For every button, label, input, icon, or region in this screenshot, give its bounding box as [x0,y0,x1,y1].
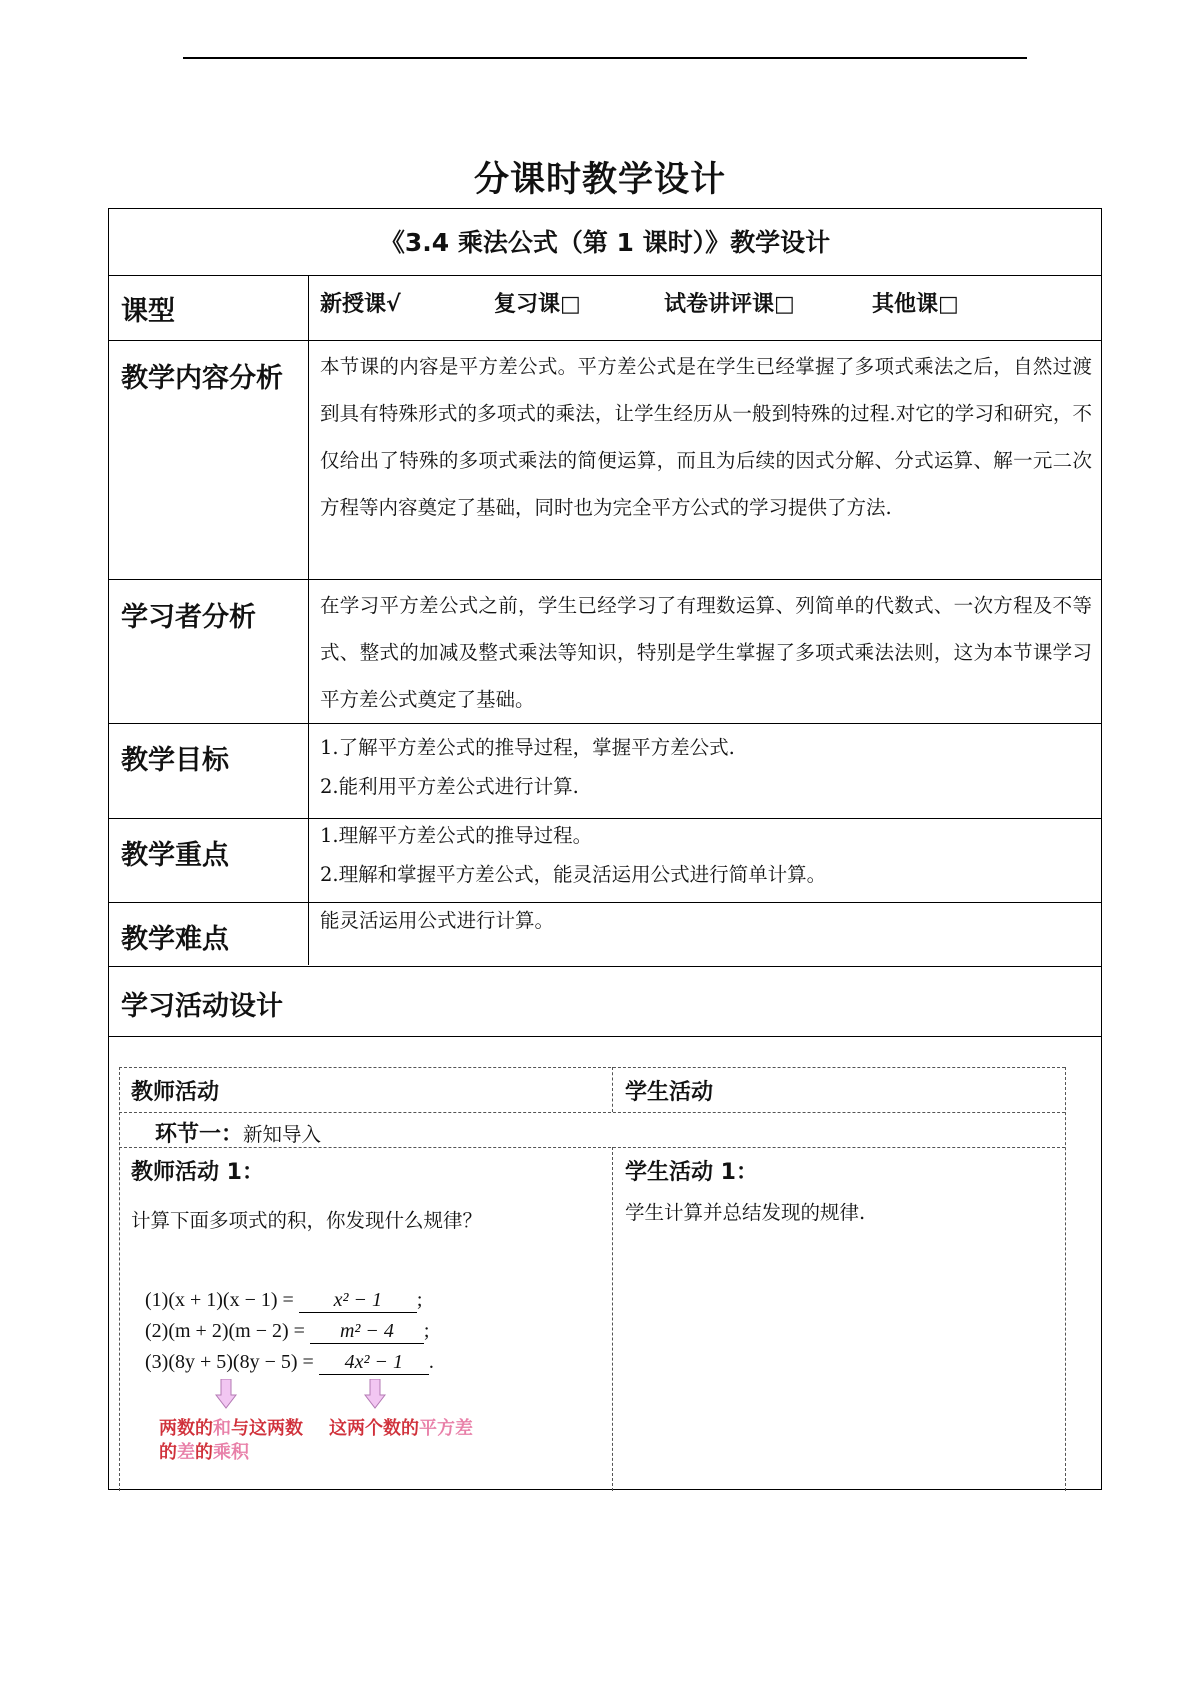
note-highlight: 平方差 [419,1418,473,1439]
option-other-lesson: 其他课□ [872,292,959,317]
key-point-item: 2.理解和掌握平方差公式，能灵活运用公式进行简单计算。 [320,863,827,886]
student-activity-text: 学生计算并总结发现的规律. [625,1201,866,1224]
note-text: 的 [195,1442,213,1463]
teacher-activity-header: 教师活动 [131,1080,220,1105]
row-divider [109,340,1101,341]
activity-table [119,1067,1065,1491]
equation-3 [145,1351,434,1375]
equation-lhs: (2)(m + 2)(m − 2) = [145,1320,305,1342]
objective-item: 2.能利用平方差公式进行计算. [320,775,579,798]
note-text: 的 [159,1442,177,1463]
row-divider [109,966,1101,967]
content-analysis-label: 教学内容分析 [121,363,283,394]
equation-1 [145,1289,422,1313]
student-activity-1-title: 学生活动 1： [625,1160,758,1185]
equation-end: . [428,1351,434,1373]
row-divider [109,275,1101,276]
key-points-label: 教学重点 [121,840,229,871]
row-divider [109,723,1101,724]
key-point-item: 1.理解平方差公式的推导过程。 [320,824,593,847]
note-highlight: 和 [213,1418,231,1439]
dashed-border [612,1147,613,1491]
difficulties-text: 能灵活运用公式进行计算。 [320,909,555,932]
dashed-border [119,1067,120,1491]
column-divider [308,275,309,965]
equation-2 [145,1320,429,1344]
note-text: 两数的 [159,1418,213,1439]
equation-answer: m² − 4 [310,1320,424,1344]
row-divider [109,579,1101,580]
arrow-down-icon [215,1379,237,1409]
option-review-lesson: 复习课□ [494,292,581,317]
option-new-lesson: 新授课√ [320,292,401,317]
activity-design-label: 学习活动设计 [121,991,283,1022]
stage-name: 新知导入 [243,1123,322,1146]
option-test-review-lesson: 试卷讲评课□ [664,292,795,317]
objectives-label: 教学目标 [121,745,229,776]
teacher-activity-1-title: 教师活动 1： [131,1160,264,1185]
lesson-type-label: 课型 [121,296,175,327]
note-text: 这两个数的 [329,1418,419,1439]
equation-end: ; [416,1289,423,1311]
learner-analysis-text: 在学习平方差公式之前，学生已经学习了有理数运算、列简单的代数式、一次方程及不等式、整式的加减及整式乘法等知识，特别是学生掌握了多项式乘法法则，这为本节课学习平方差公式奠定了基础。 [320,594,1092,711]
teacher-prompt: 计算下面多项式的积，你发现什么规律？ [131,1209,483,1232]
note-highlight: 乘积 [213,1442,249,1463]
objectives-list [320,728,1092,806]
row-divider [109,1036,1101,1037]
equation-answer: 4x² − 1 [319,1351,429,1375]
note-highlight: 差 [177,1442,195,1463]
lesson-subtitle: 《3.4 乘法公式（第 1 课时）》教学设计 [379,228,831,257]
student-activity-header: 学生活动 [625,1080,714,1105]
dashed-border [1065,1067,1066,1491]
dashed-border [612,1067,613,1112]
dashed-border [119,1067,1065,1068]
dashed-border [119,1112,1065,1113]
objective-item: 1.了解平方差公式的推导过程，掌握平方差公式. [320,736,735,759]
difficulties-label: 教学难点 [121,924,229,955]
header-rule [183,57,1027,59]
lesson-design-table [108,208,1102,1490]
equation-end: ; [423,1320,430,1342]
content-analysis-text: 本节课的内容是平方差公式。平方差公式是在学生已经掌握了多项式乘法之后，自然过渡到具有特殊形式的多项式的乘法，让学生经历从一般到特殊的过程.对它的学习和研究，不仅给出了特殊的多项式乘法的简便运算，而且为后续的因式分解、分式运算、解一元二次方程等内容奠定了基础，同时也为完全平方公式的学习提供了方法. [320,355,1092,519]
note-difference-of-squares [329,1417,473,1441]
note-text: 与这两数 [231,1418,303,1439]
equation-answer: x² − 1 [299,1289,417,1313]
learner-analysis-label: 学习者分析 [121,602,256,633]
equation-lhs: (3)(8y + 5)(8y − 5) = [145,1351,314,1373]
key-points-list [320,816,1092,894]
note-sum-difference-product [159,1417,303,1465]
equation-lhs: (1)(x + 1)(x − 1) = [145,1289,294,1311]
arrow-down-icon [364,1379,386,1409]
stage-label: 环节一： [155,1122,244,1147]
document-title: 分课时教学设计 [473,160,726,200]
stage-row [155,1117,321,1148]
